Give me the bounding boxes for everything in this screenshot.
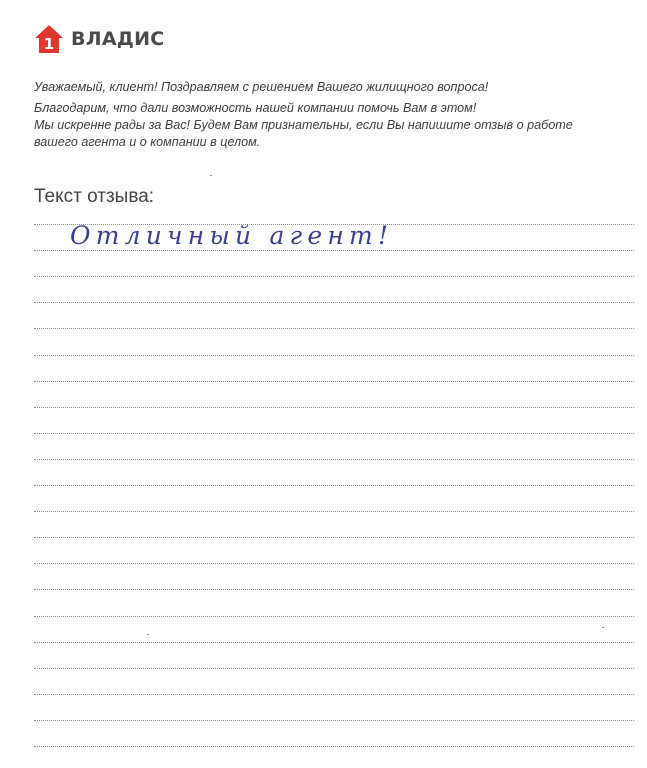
review-line (34, 433, 634, 434)
review-line (34, 276, 634, 277)
review-line (34, 563, 634, 564)
request-line: Мы искренне рады за Вас! Будем Вам признательны, если Вы напишите отзыв о работе (34, 118, 573, 132)
paper-speck (602, 627, 604, 628)
review-line (34, 642, 634, 643)
review-line (34, 537, 634, 538)
brand-logo (34, 24, 165, 54)
review-line (34, 668, 634, 669)
paper-speck (147, 634, 149, 635)
review-line (34, 381, 634, 382)
review-line (34, 746, 634, 747)
intro-text (34, 79, 634, 151)
review-line (34, 355, 634, 356)
review-line (34, 616, 634, 617)
thanks-line: Благодарим, что дали возможность нашей компании помочь Вам в этом! (34, 101, 477, 115)
review-line (34, 485, 634, 486)
review-line (34, 589, 634, 590)
review-line (34, 459, 634, 460)
handwritten-review (70, 215, 410, 255)
handwritten-text: Отличный агент! (70, 221, 388, 250)
review-line (34, 328, 634, 329)
house-icon (34, 24, 64, 54)
greeting-line: Уважаемый, клиент! Поздравляем с решением Вашего жилищного вопроса! (34, 80, 489, 94)
review-line (34, 694, 634, 695)
brand-name: ВЛАДИС (71, 28, 165, 50)
request-line-cont: вашего агента и о компании в целом. (34, 135, 261, 149)
review-title: Текст отзыва: (34, 186, 155, 207)
review-line (34, 720, 634, 721)
review-line (34, 511, 634, 512)
review-line (34, 407, 634, 408)
paper-speck (210, 175, 212, 176)
logo-number: 1 (43, 35, 55, 53)
review-line (34, 302, 634, 303)
